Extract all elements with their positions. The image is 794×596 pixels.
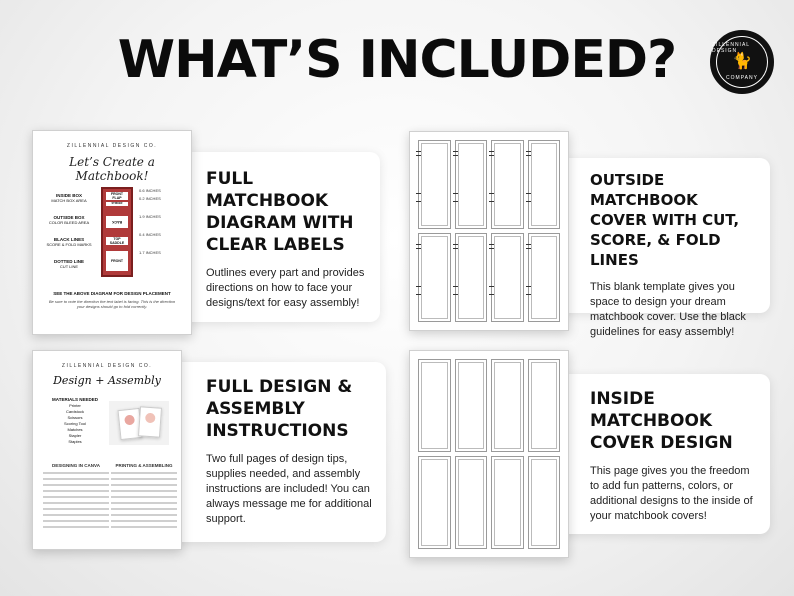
fold-mark <box>526 286 531 287</box>
design-page-preview <box>32 350 182 550</box>
fold-mark <box>416 244 421 245</box>
card-inside-heading: INSIDE MATCHBOOK COVER DESIGN <box>590 389 733 453</box>
template-cell-inner <box>494 236 521 319</box>
logo-top-text: ZILLENNIAL DESIGN <box>712 42 750 54</box>
template-cell-inner <box>458 459 485 546</box>
page-title: WHAT’S INCLUDED? <box>117 30 677 90</box>
materials-list: MATERIALS NEEDED Printer Cardstock Scissors Scoring Tool Matches Stapler Staples <box>52 397 98 444</box>
fold-mark <box>526 155 531 156</box>
fold-mark <box>489 193 494 194</box>
fold-mark <box>416 248 421 249</box>
matchbook-photo <box>109 401 169 445</box>
diagram-note: Be sure to note the direction the text label is facing. This is the direction your designs should go to fold correctly. <box>48 299 176 309</box>
diagram-script-title: Let’s Create a Matchbook! <box>69 155 155 183</box>
card-assembly-heading: FULL DESIGN & ASSEMBLY INSTRUCTIONS <box>206 377 353 441</box>
template-cell-inner <box>531 459 558 546</box>
diagram-labels: INSIDE BOX MATCH BOX AREA OUTSIDE BOX COLOR BLEED AREA BLACK LINES SCORE & FOLD MARKS DOTTED LINE CUT LINE <box>46 193 92 269</box>
diagram-dimensions: 0.6 INCHES 0.2 INCHES 1.9 INCHES 0.4 INCHES 1.7 INCHES <box>139 188 161 255</box>
fold-mark <box>526 294 531 295</box>
template-cell-inner <box>531 362 558 449</box>
fold-mark <box>453 286 458 287</box>
template-cell-inner <box>494 143 521 226</box>
cat-icon: 🐈 <box>732 53 752 70</box>
logo-bottom-text: COMPANY <box>726 75 758 81</box>
diagram-footer: SEE THE ABOVE DIAGRAM FOR DESIGN PLACEMENT <box>53 291 171 296</box>
template-cell-inner <box>421 143 448 226</box>
fold-mark <box>453 248 458 249</box>
fold-mark <box>453 155 458 156</box>
design-script-title: Design + Assembly <box>53 374 161 387</box>
template-cell-inner <box>494 362 521 449</box>
template-cell-inner <box>458 236 485 319</box>
segment-front: FRONT <box>106 251 128 271</box>
fold-mark <box>489 201 494 202</box>
outside-template-preview <box>409 131 569 331</box>
segment-striker: STRIKER <box>106 202 128 206</box>
fold-mark <box>526 248 531 249</box>
fold-mark <box>453 193 458 194</box>
template-cell-inner <box>421 362 448 449</box>
inside-template-preview <box>409 350 569 558</box>
fold-mark <box>489 294 494 295</box>
fold-mark <box>489 244 494 245</box>
fold-mark <box>489 155 494 156</box>
fold-mark <box>489 248 494 249</box>
brand-logo <box>710 30 774 94</box>
card-diagram-body: Outlines every part and provides directions on how to face your designs/text for easy assembly! <box>206 267 365 309</box>
template-cell-inner <box>494 459 521 546</box>
template-cell-inner <box>421 459 448 546</box>
card-outside-heading: OUTSIDE MATCHBOOK COVER WITH CUT, SCORE, & FOLD LINES <box>590 171 740 269</box>
segment-back: BACK <box>106 216 128 228</box>
fold-mark <box>416 286 421 287</box>
template-cell-inner <box>458 143 485 226</box>
fold-mark <box>526 151 531 152</box>
template-cell-inner <box>531 236 558 319</box>
design-brand: ZILLENNIAL DESIGN CO. <box>61 363 153 369</box>
fold-mark <box>453 201 458 202</box>
fold-mark <box>416 193 421 194</box>
fold-mark <box>526 244 531 245</box>
col-printing: PRINTING & ASSEMBLING <box>111 463 177 532</box>
matchbook-cover-diagram <box>101 187 133 277</box>
diagram-brand: ZILLENNIAL DESIGN CO. <box>66 143 158 149</box>
fold-mark <box>453 294 458 295</box>
fold-mark <box>489 151 494 152</box>
segment-top-saddle: TOP SADDLE <box>106 237 128 245</box>
fold-mark <box>453 151 458 152</box>
template-cell-inner <box>421 236 448 319</box>
fold-mark <box>453 244 458 245</box>
fold-mark <box>416 155 421 156</box>
template-cell-inner <box>458 362 485 449</box>
fold-mark <box>526 201 531 202</box>
card-outside-body: This blank template gives you space to design your dream matchbook cover. Use the black guidelines for easy assembly! <box>590 281 746 338</box>
card-diagram-heading: FULL MATCHBOOK DIAGRAM WITH CLEAR LABELS <box>206 169 354 255</box>
fold-mark <box>489 286 494 287</box>
col-designing: DESIGNING IN CANVA <box>43 463 109 532</box>
fold-mark <box>416 151 421 152</box>
fold-mark <box>416 294 421 295</box>
fold-mark <box>416 201 421 202</box>
diagram-page-preview <box>32 130 192 335</box>
template-cell-inner <box>531 143 558 226</box>
card-assembly-body: Two full pages of design tips, supplies needed, and assembly instructions are included! You can always message me for additional support. <box>206 453 372 525</box>
card-inside-body: This page gives you the freedom to add fun patterns, colors, or additional designs to the inside of your matchbook covers! <box>590 465 753 522</box>
matchbook-image-2 <box>138 406 162 437</box>
segment-front-flap: FRONT FLAP <box>106 192 128 200</box>
fold-mark <box>526 193 531 194</box>
